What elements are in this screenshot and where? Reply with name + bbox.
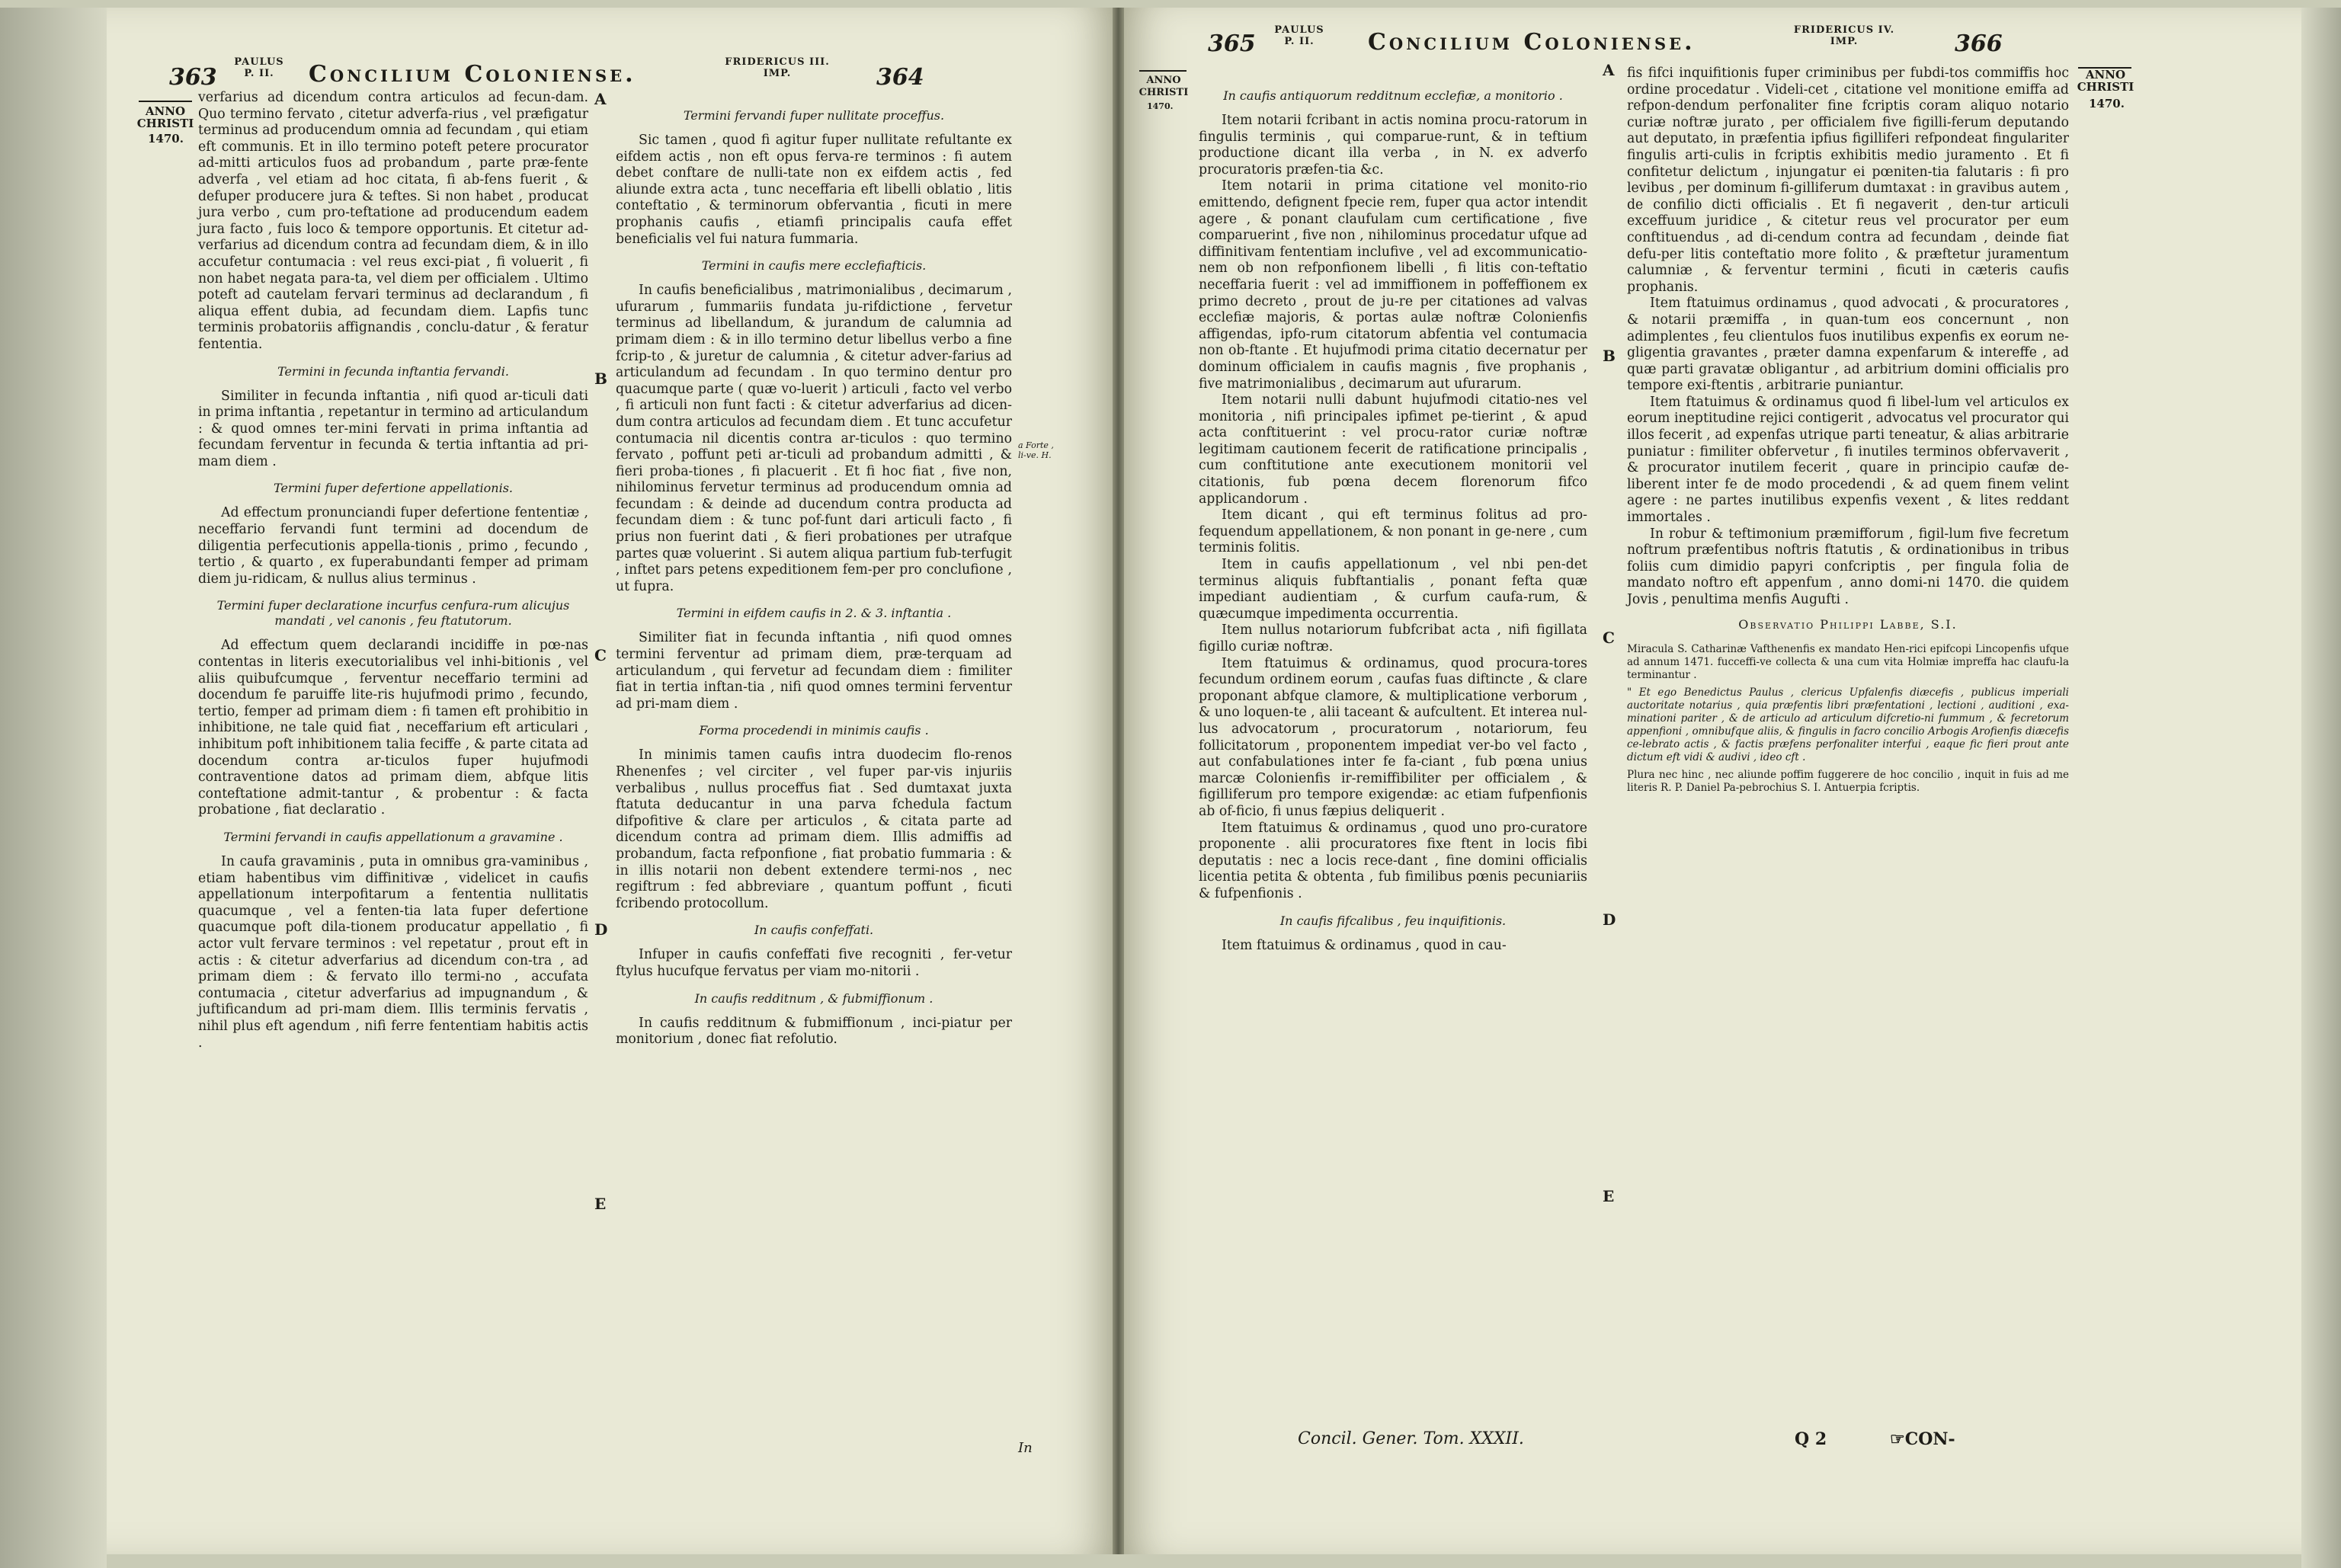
- book-edge-right: [2301, 8, 2341, 1568]
- signature-mark: Q 2: [1795, 1429, 1827, 1449]
- paragraph: Item notarii nulli dabunt hujufmodi citatio-nes vel monitoria , nifi principales ipfimet pe-tierint , & apud acta conftituerint : vel procu-rator curiæ noftræ legitimam cautionem fecerit de ratificatione principalis , cum conftitutione ante executionem monitorii vel citationis, fub pœna decem florenorum fifco applicandorum .: [1199, 392, 1587, 507]
- section-heading: Termini fervandi in caufis appellationum a gravamine .: [223, 829, 563, 844]
- anno-label: ANNO CHRISTI: [2077, 68, 2134, 94]
- pope-header: PAULUS P. II.: [1274, 24, 1324, 47]
- section-heading: Termini in fecunda inftantia fervandi.: [277, 363, 509, 379]
- paragraph: In caufa gravaminis , puta in omnibus gra-vaminibus , etiam habentibus vim diffinitivæ , videlicet in caufis appellationum interpofitarum a fententia nullitatis quacumque , vel a fenten-tia lata fuper defertione quacumque poft dila-tionem producatur appellatio , fi actor vult fervare terminos : vel repetatur , prout eft in actis : & citetur adverfarius ad dicendum con-tra , ad primam diem : & fervato illo termi-no , accufata contumacia , citetur adverfarius ad impugnandum , & juftificandum ad pri-mam diem. Illis terminis fervatis , nihil plus eft agendum , nifi ferre fententiam habitis actis .: [198, 853, 588, 1051]
- book-spread: [107, 8, 2301, 1554]
- paragraph: Ad effectum pronunciandi fuper defertione fententiæ , neceffario fervandi funt termini ad docendum de diligentia perfecutionis appella-tionis , primo , fecundo , tertio , & quarto , ex fuperabundanti femper ad primam diem ju-ridicam, & nullus alius terminus .: [198, 505, 588, 587]
- text-column-2: [1627, 66, 2069, 799]
- text-column-1: [198, 90, 588, 1051]
- paragraph: Infuper in caufis confeffati five recogniti , fer-vetur ftylus hucufque fervatus per viam mo-nitorii .: [616, 947, 1012, 979]
- section-heading: In caufis confeffati.: [754, 923, 874, 938]
- section-heading: Forma procedendi in minimis caufis .: [699, 723, 929, 738]
- note-paragraph: Plura nec hinc , nec aliunde poffim fuggerere de hoc concilio , inquit in fuis ad me literis R. P. Daniel Pa-pebrochius S. I. Antuerpia fcriptis.: [1627, 769, 2069, 795]
- page-title: Concilium Coloniense.: [309, 61, 636, 88]
- paragraph: Item ftatuimus ordinamus , quod advocati , & procuratores , & notarii præmiffa , in quan-tum eos concernunt , non adimplentes , feu clientulos fuos inutilibus expenfis ex eorum ne-gligentia gravantes , præter damna expenfarum & intereffe , ad quæ parti gravatæ obligantur , ad arbitrium domini officialis pro tempore exi-ftentis , arbitrarie puniantur.: [1627, 296, 2069, 394]
- anno-rule: [139, 101, 192, 102]
- margin-letter: E: [1603, 1187, 1615, 1205]
- book-gutter: [1113, 8, 1124, 1554]
- pope-header: PAULUS P. II.: [234, 56, 284, 79]
- note-paragraph: " Et ego Benedictus Paulus , clericus Upfalenfis diæcefis , publicus imperiali auctoritate notarius , quia præfentis libri præfentationi , lectioni , auditioni , exa-minationi pariter , & de articulo ad articulum difcretio-ni fummum , & fecretorum appenfioni , omnibufque aliis, & fingulis in facro concilio Arbogis Arofienfis diæcefis ce-lebrato actis , & factis præfens perfonaliter interfui , eaque fic fieri prout ante dictum eft vidi & audivi , ideo cft .: [1627, 686, 2069, 764]
- section-heading: Termini in eifdem caufis in 2. & 3. inftantia .: [676, 606, 952, 621]
- paragraph: Item ftatuimus & ordinamus , quod uno pro-curatore proponente . alii procuratores fixe ftent in locis fibi deputatis : nec a locis rece-dant , fine domini officialis licentia petita & obtenta , fub fimilibus pœnis pecuniariis & fufpenfionis .: [1199, 820, 1587, 901]
- note-paragraph: Miracula S. Catharinæ Vafthenenfis ex mandato Hen-rici epifcopi Lincopenfis ufque ad annum 1471. fucceffi-ve collecta & una cum vita Holmiæ impreffa hac claufu-la terminantur .: [1627, 643, 2069, 682]
- observation-heading: Observatio Philippi Labbe, S.I.: [1738, 616, 1958, 632]
- margin-letter: C: [594, 646, 607, 664]
- right-page: [1124, 8, 2301, 1554]
- paragraph: Item ftatuimus & ordinamus, quod procura-tores fecundum ordinem eorum , caufas fuas diftincte , & clare proponant abfque clamore, & multiplicatione verborum , & uno loquen-te , alii taceant & aufcultent. Et interea nul-lus advocatorum , procuratorum , notariorum, feu follicitatorum , proponentem impediat ver-bo vel facto , aut confabulationes inter fe fa-ciant , fub pœna unius marcæ Colonienfis ir-remiffibiliter per officialem , & figilliferum pro tempore exigendæ: ac etiam fufpenfionis ab of-ficio, fi unus fæpius deliquerit .: [1199, 655, 1587, 819]
- paragraph: Item dicant , qui eft terminus folitus ad pro-fequendum appellationem, & non ponant in ge-nere , cum terminis folitis.: [1199, 507, 1587, 556]
- book-edge-left: [0, 8, 107, 1568]
- paragraph: Item notarii in prima citatione vel monito-rio emittendo, defignent fpecie rem, fuper qua actor intendit agere , & ponant claufulam cum certificatione , five comparuerint , five non , nihilominus procedatur ufque ad diffinitivam fententiam inclufive , vel ad excommunicatio-nem ob non refponfionem libelli , fi litis con-teftatio neceffaria fuerit : vel ad immiffionem in poffeffionem ex primo decreto , prout de ju-re per citationes ad valvas ecclefiæ majoris, & portas aulæ noftræ Colonienfis affigendas, ipfo-rum citatorum abfentia vel contumacia non ob-ftante . Et hujufmodi prima citatio decernatur per dominum officialem in caufis magnis , five prophanis , five matrimonialibus , decimarum aut ufurarum.: [1199, 178, 1587, 392]
- anno-label: ANNO CHRISTI: [1138, 75, 1189, 98]
- paragraph: fis fifci inquifitionis fuper criminibus per fubdi-tos commiffis hoc ordine procedatur . Videli-cet , citatione vel monitione emiffa ad refpon-dendum perfonaliter fine fcriptis coram aliquo notario curiæ noftræ jurato , per officialem five figilli-ferum deputando aut deputato, in præfentia ipfius figilliferi refpondeat fingulariter fingulis arti-culis in fcriptis exhibitis medio juramento . Et fi confitetur delictum , injungatur ei pœniten-tia falutaris : fi pro levibus , per dominum fi-gilliferum dumtaxat : in gravibus autem , de confilio dicti officialis . Et fi negaverit , den-tur articuli exceffuum juridice , & citetur reus vel procurator per eum conftituendus , ad di-cendum contra ad fecundam , deinde fiat defu-per litis conteftatio more folito , & præftetur juramentum calumniæ , & ferventur termini , ficuti in cæteris caufis prophanis.: [1627, 66, 2069, 295]
- text-column-2: [616, 90, 1012, 1048]
- page-number: 365: [1208, 30, 1256, 57]
- paragraph: Similiter in fecunda inftantia , nifi quod ar-ticuli dati in prima inftantia , repetantur in termino ad articulandum : & quod omnes ter-mini fervati in prima inftantia ad fecundam ferventur in fecunda & tertia inftantia ad pri-mam diem .: [198, 388, 588, 469]
- paragraph: In caufis beneficialibus , matrimonialibus , decimarum , ufurarum , fummariis fundata ju-rifdictione , fervetur terminus ad libellandum, & jurandum de calumnia ad primam diem : & in illo termino detur libellus verbo a fine fcrip-to , & juretur de calumnia , & citetur adver-farius ad articulandum ad fecundam . In quo termino dentur pro quacumque parte ( quæ vo-luerit ) articuli , facto vel verbo , fi articuli non funt facti : & citetur adverfarius ad dicen-dum contra articulos ad fecundam diem . Et tunc accufetur contumacia nil dicentis contra ar-ticulos : quo termino fervato , poffunt peti ar-ticuli ad probandum admitti , & fieri proba-tiones , fi placuerit . Et fi hoc fiat , five non, nihilominus fervetur terminus ad producendum omnia ad fecundam : & deinde ad ducendum contra producta ad fecundam diem : & tunc pof-funt dari articuli facto , fi prius non fuerint dati , & fieri probationes per utrafque partes quæ voluerint . Si autem aliqua partium fub-terfugit , inftet pars petens expeditionem fem-per pro conclufione , ut fupra.: [616, 283, 1012, 594]
- page-title: Concilium Coloniense.: [1368, 29, 1696, 56]
- margin-letter: D: [594, 920, 608, 939]
- margin-note: a Forte , li-ve. H.: [1018, 440, 1054, 460]
- paragraph: Item notarii fcribant in actis nomina procu-ratorum in fingulis terminis , qui comparue-runt, & in teftium productione dicant illa verba , in N. ex adverfo procuratoris præfen-tia &c.: [1199, 113, 1587, 178]
- paragraph: Item in caufis appellationum , vel nbi pen-det terminus aliquis fubftantialis , ponant fefta quæ impediant audientiam , & curfum caufa-rum, & quæcumque impedimenta occurrentia.: [1199, 557, 1587, 622]
- anno-year: 1470.: [1147, 101, 1174, 111]
- margin-letter: B: [594, 370, 607, 388]
- section-heading: Termini fuper declaratione incurfus cenfura-rum alicujus mandati , vel canonis , feu ftatutorum.: [216, 598, 570, 629]
- margin-letter: A: [1603, 61, 1615, 79]
- section-heading: Termini fuper defertione appellationis.: [274, 481, 513, 496]
- paragraph: In caufis redditnum & fubmiffionum , inci-piatur per monitorium , donec fiat refolutio.: [616, 1015, 1012, 1048]
- margin-letter: E: [594, 1195, 607, 1213]
- left-page: [107, 8, 1113, 1554]
- section-heading: In caufis fifcalibus , feu inquifitionis.: [1279, 913, 1507, 928]
- catchword: In: [1018, 1440, 1033, 1456]
- section-heading: Termini in caufis mere ecclefiafticis.: [701, 258, 927, 274]
- section-heading: In caufis antiquorum redditnum ecclefiæ, a monitorio .: [1223, 88, 1563, 103]
- anno-year: 1470.: [2089, 97, 2125, 110]
- text-column-1: [1199, 66, 1587, 954]
- paragraph: Item nullus notariorum fubfcribat acta , nifi figillata figillo curiæ noftræ.: [1199, 622, 1587, 654]
- paragraph: Item ftatuimus & ordinamus quod fi libel-lum vel articulos ex eorum ineptitudine rejici contigerit , advocatus vel procurator qui illos fecerit , ad expenfas utrique parti teneatur, & alias arbitrarie puniatur : fimiliter obfervetur , fi inutiles terminos obfervaverit , & procurator inutilem fecerit , quare in principio caufæ de-liberent inter fe de modo procedendi , & ad quem finem velint agere : ne partes inutilibus expenfis vexent , & lites reddant immortales .: [1627, 394, 2069, 526]
- margin-letter: C: [1603, 629, 1615, 647]
- paragraph: Sic tamen , quod fi agitur fuper nullitate refultante ex eifdem actis , non eft opus ferva-re terminos : fi autem debet conftare de nulli-tate non ex eifdem actis , fed aliunde extra acta , tunc neceffaria eft libelli oblatio , litis conteftatio , & terminorum obfervantia , ficuti in mere prophanis caufis , etiamfi principalis caufa effet beneficialis vel fui natura fummaria.: [616, 133, 1012, 247]
- anno-rule: [1139, 70, 1187, 72]
- paragraph: Similiter fiat in fecunda inftantia , nifi quod omnes termini ferventur ad primam diem, præ-terquam ad articulandum , qui fervetur ad fecundam diem : fimiliter fiat in tertia inftan-tia , nifi quod omnes termini ferventur ad pri-mam diem .: [616, 630, 1012, 712]
- observation-note: [1627, 643, 2069, 795]
- paragraph: verfarius ad dicendum contra articulos ad fecun-dam. Quo termino fervato , citetur adverfa-rius , vel præfigatur terminus ad producendum omnia ad fecundam , qui etiam eft communis. Et in illo termino poteft petere procurator ad-mitti articulos fuos ad probandum , parte præ-fente adverfa , vel etiam ad hoc citata, fi ab-fens fuerit , & defuper producere jura & teftes. Si non habet , producat jura verbo , cum pro-teftatione ad producendum eadem jura facto , fuis loco & tempore opportunis. Et citetur ad-verfarius ad dicendum contra ad fecundam diem, & in illo accufetur contumacia : vel reus exci-piat , fi voluerit , fi non habet negata para-ta, vel diem per officialem . Ultimo poteft ad cautelam fervari terminus ad declarandum , fi aliqua effent dubia, ad fecundam diem. Lapfis tunc terminis probatoriis affignandis , conclu-datur , & feratur fententia.: [198, 90, 588, 352]
- anno-label: ANNO CHRISTI: [136, 104, 194, 130]
- volume-footer: Concil. Gener. Tom. XXXII.: [1298, 1429, 1524, 1448]
- section-heading: Termini fervandi fuper nullitate proceffus.: [683, 108, 945, 123]
- anno-year: 1470.: [148, 132, 184, 146]
- paragraph: Ad effectum quem declarandi incidiffe in pœ-nas contentas in literis executorialibus vel inhi-bitionis , vel aliis quibufcumque , ferventur neceffario termini ad docendum fe paruiffe lite-ris hujufmodi primo , fecundo, tertio, femper ad primam diem : fi tamen eft prohibitio in inhibitione, ne tale quid fiat , neceffarium eft articulari , inhibitum poft inhibitionem talia feciffe , & parte citata ad docendum contra ar-ticulos fuper hujufmodi contraventione datos ad primam diem, abfque litis conteftatione admit-tantur , & probentur : & facta probatione , fiat declaratio .: [198, 638, 588, 818]
- page-number: 363: [169, 64, 217, 91]
- margin-letter: A: [594, 90, 607, 108]
- margin-letter: B: [1603, 347, 1616, 365]
- margin-letter: D: [1603, 910, 1616, 929]
- catchword: ☞CON-: [1890, 1429, 1955, 1449]
- emperor-header: FRIDERICUS IV. IMP.: [1793, 24, 1895, 47]
- emperor-header: FRIDERICUS III. IMP.: [725, 56, 830, 79]
- paragraph: Item ftatuimus & ordinamus , quod in cau-: [1222, 937, 1507, 953]
- paragraph: In robur & teftimonium præmifforum , figil-lum five fecretum noftrum præfentibus noftris ftatutis , & ordinationibus in tribus foliis cum dimidio papyri confcriptis , per fingula folia de mandato noftro eft appenfum , anno domi-ni 1470. die quidem Jovis , penultima menfis Augufti .: [1627, 526, 2069, 607]
- paragraph: In minimis tamen caufis intra duodecim flo-renos Rhenenfes ; vel circiter , vel fuper par-vis injuriis verbalibus , nullus proceffus fiat . Sed dumtaxat juxta ftatuta deducantur in una parva fchedula factum difpofitive & clare per articulos , & citata parte ad dicendum contra ad primam diem. Illis admiffis ad probandum, facta refponfione , fiat probatio fummaria : & in illis notarii non debent extendere termi-nos , nec regiftrum : fed abbreviare , quantum poffunt , ficuti fcribendo protocollum.: [616, 747, 1012, 911]
- page-number: 366: [1955, 30, 2003, 57]
- page-number: 364: [876, 64, 924, 91]
- section-heading: In caufis redditnum , & fubmiffionum .: [694, 990, 934, 1006]
